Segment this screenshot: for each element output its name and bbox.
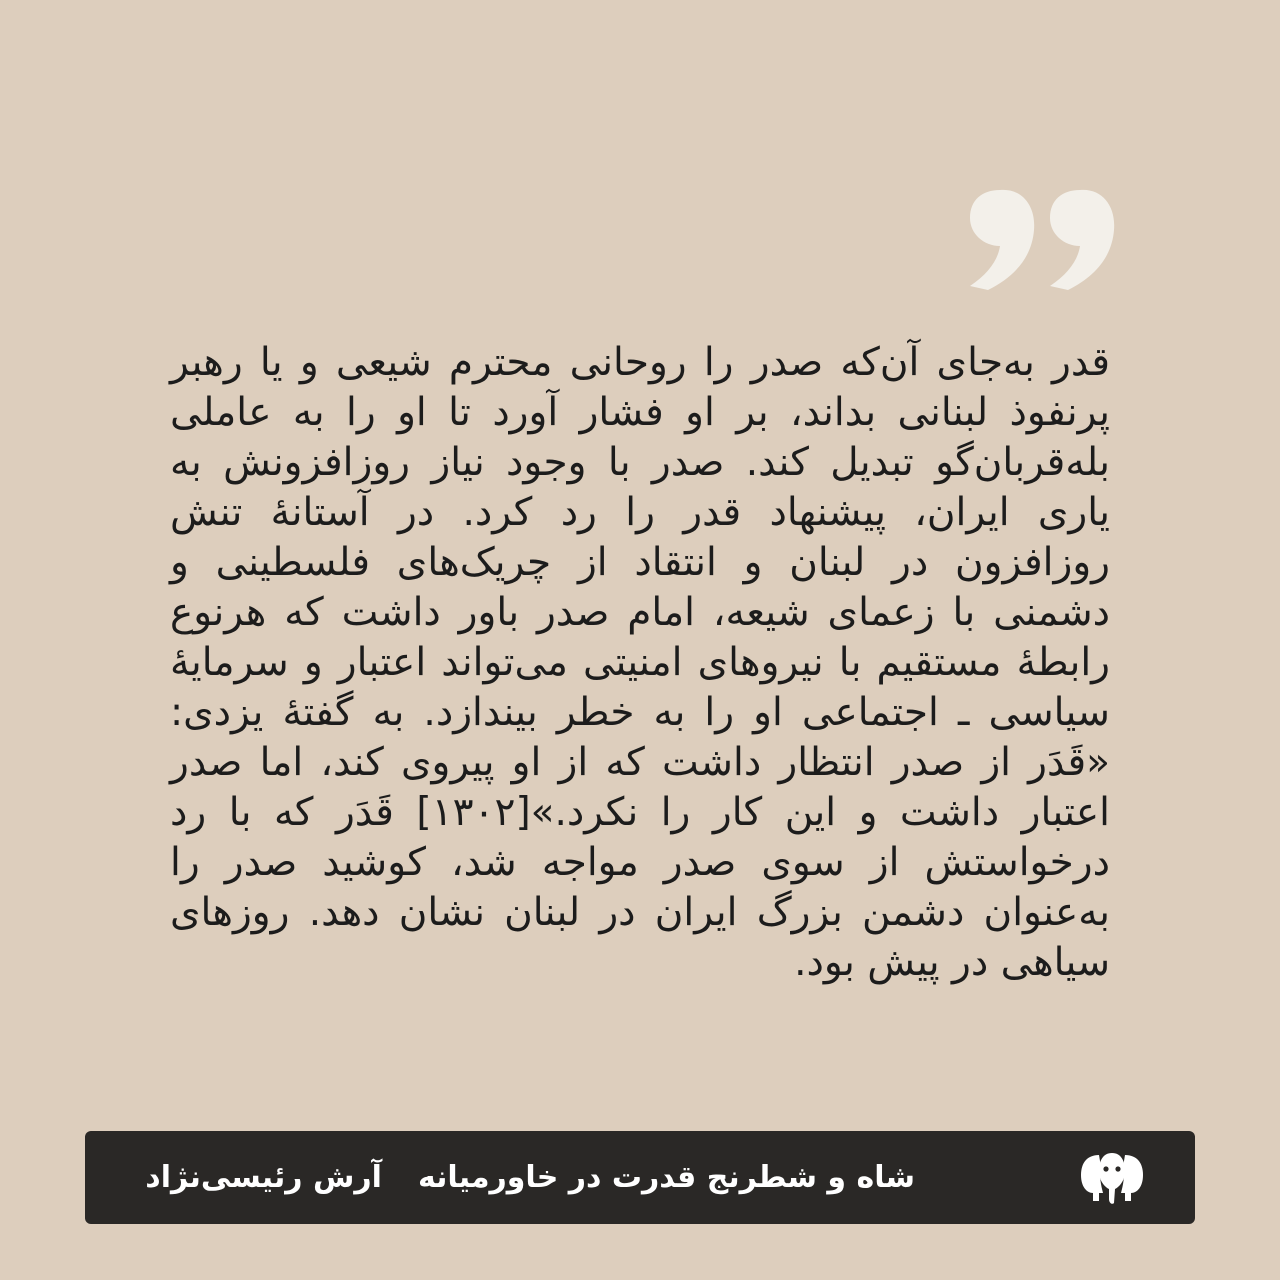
- elephant-logo-icon: [1079, 1149, 1145, 1207]
- footer-bar: [85, 1131, 1195, 1224]
- closing-quote-icon: [958, 170, 1118, 300]
- footer-caption: [145, 1131, 915, 1224]
- book-title: شاه و شطرنج قدرت در خاورمیانه: [417, 1160, 915, 1195]
- quote-text: قدر به‌جای آن‌که صدر را روحانی محترم شیعی و یا رهبر پرنفوذ لبنانی بداند، بر او فشار آورد تا او را به عاملی بله‌قربان‌گو تبدیل کند. صدر با وجود نیاز روزافزونش به یاری ایران، پیشنهاد قدر را رد کرد. در آستانهٔ تنش روزافزون در لبنان و انتقاد از چریک‌های فلسطینی و دشمنی با زعمای شیعه، امام صدر باور داشت که هرنوع رابطهٔ مستقیم با نیروهای امنیتی می‌تواند اعتبار و سرمایهٔ سیاسی ـ اجتماعی او را به خطر بیندازد. به گفتهٔ یزدی: «قَدَر از صدر انتظار داشت که از او پیروی کند، اما صدر اعتبار داشت و این کار را نکرد.»[۱۳۰۲] قَدَر که با رد درخواستش از سوی صدر مواجه شد، کوشید صدر را به‌عنوان دشمن بزرگ ایران در لبنان نشان دهد. روزهای سیاهی در پیش بود.: [170, 340, 1110, 985]
- author-name: آرش رئیسی‌نژاد: [145, 1160, 382, 1195]
